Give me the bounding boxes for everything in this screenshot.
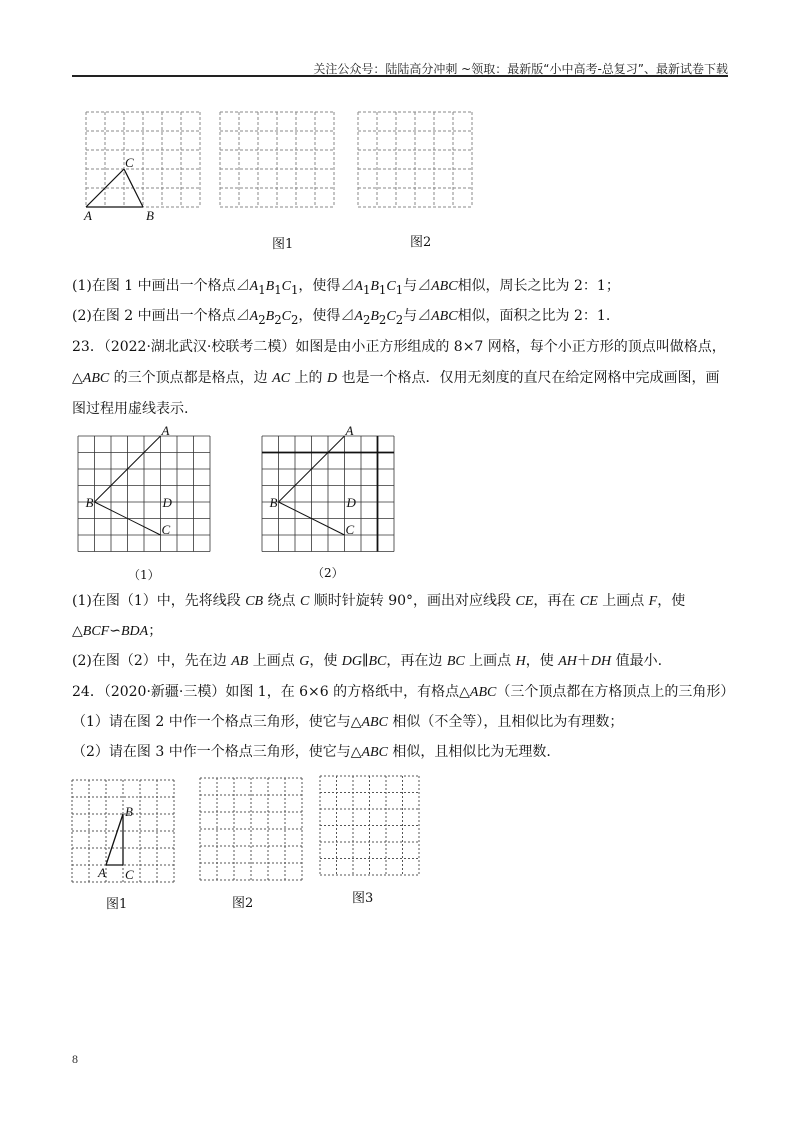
caption-q24-fig2: 图2 (232, 896, 254, 911)
vertex-label-c: C (125, 867, 134, 882)
q23-part2: (2)在图（2）中，先在边 AB 上画点 G，使 DG∥BC，再在边 BC 上画点 H，使 AH＋DH 值最小. (72, 653, 663, 669)
q23-stem-line2: △ABC 的三个顶点都是格点，边 AC 上的 D 也是一个格点．仅用无刻度的直尺在给定网格中完成画图，画 (72, 370, 720, 386)
triangle-side-ab (106, 814, 123, 865)
grid-figure-q24-3 (318, 774, 422, 878)
q23-stem-line3: 图过程用虚线表示. (72, 401, 189, 417)
vertex-label-b: B (146, 208, 154, 223)
caption-q24-fig3: 图3 (352, 891, 374, 906)
page-number: 8 (72, 1052, 78, 1066)
vertex-label-b: B (85, 495, 94, 510)
vertex-label-d: D (346, 495, 356, 510)
vertex-label-c: C (345, 522, 355, 537)
grid-figure-q24-2 (198, 776, 302, 884)
header-rule (72, 75, 728, 77)
vertex-label-a: A (161, 423, 170, 438)
vertex-label-a: A (345, 423, 354, 438)
caption-q23-fig2: （2） (312, 566, 344, 580)
caption-q24-fig1: 图1 (106, 897, 128, 912)
vertex-label-c: C (125, 155, 134, 170)
caption-q23-fig1: （1） (128, 568, 160, 582)
q24-part2: （2）请在图 3 中作一个格点三角形，使它与△ABC 相似，且相似比为无理数. (72, 744, 551, 760)
grid-figure-q23-1 (70, 423, 220, 568)
vertex-label-a: A (98, 865, 106, 880)
caption-top-fig2: 图2 (410, 235, 432, 250)
grid-figure-top-3 (356, 110, 480, 222)
vertex-label-d: D (162, 495, 172, 510)
q23-stem-line1: 23．（2022·湖北武汉·校联考二模）如图是由小正方形组成的 8×7 网格，每个小正方形的顶点叫做格点， (72, 339, 726, 355)
vertex-label-b: B (269, 495, 278, 510)
q24-part1: （1）请在图 2 中作一个格点三角形，使它与△ABC 相似（不全等），且相似比为有理数； (72, 714, 624, 730)
grid-figure-top-2 (218, 110, 342, 222)
q23-part1: (1)在图（1）中，先将线段 CB 绕点 C 顺时针旋转 90°，画出对应线段 CE，再在 CE 上画点 F，使 (72, 593, 686, 609)
vertex-label-a: A (84, 208, 92, 223)
q22-part1: (1)在图 1 中画出一个格点$⊿A_1B_1C_1$，使得$⊿A_1B_1C_1$与⊿ABC相似，周长之比为 2：1； (72, 278, 620, 297)
q24-stem-line1: 24．（2020·新疆·三模）如图 1，在 6×6 的方格纸中，有格点△ABC（三个顶点都在方格顶点上的三角形） (72, 684, 735, 700)
grid-figure-q23-2 (254, 423, 404, 568)
vertex-label-c: C (161, 522, 171, 537)
q22-part2: (2)在图 2 中画出一个格点$⊿A_2B_2C_2$，使得$⊿A_2B_2C_2$与⊿ABC相似，面积之比为 2：1. (72, 308, 611, 327)
page-header: 关注公众号：陆陆高分冲刺 ~领取：最新版“小中高考-总复习”、最新试卷下载 (313, 62, 728, 76)
vertex-label-b: B (125, 804, 133, 819)
q23-part1-cont: △BCF∽BDA； (72, 623, 163, 639)
caption-top-fig1: 图1 (272, 237, 294, 252)
grid-figure-q24-1 (70, 778, 182, 886)
grid-figure-top-1 (84, 110, 208, 222)
